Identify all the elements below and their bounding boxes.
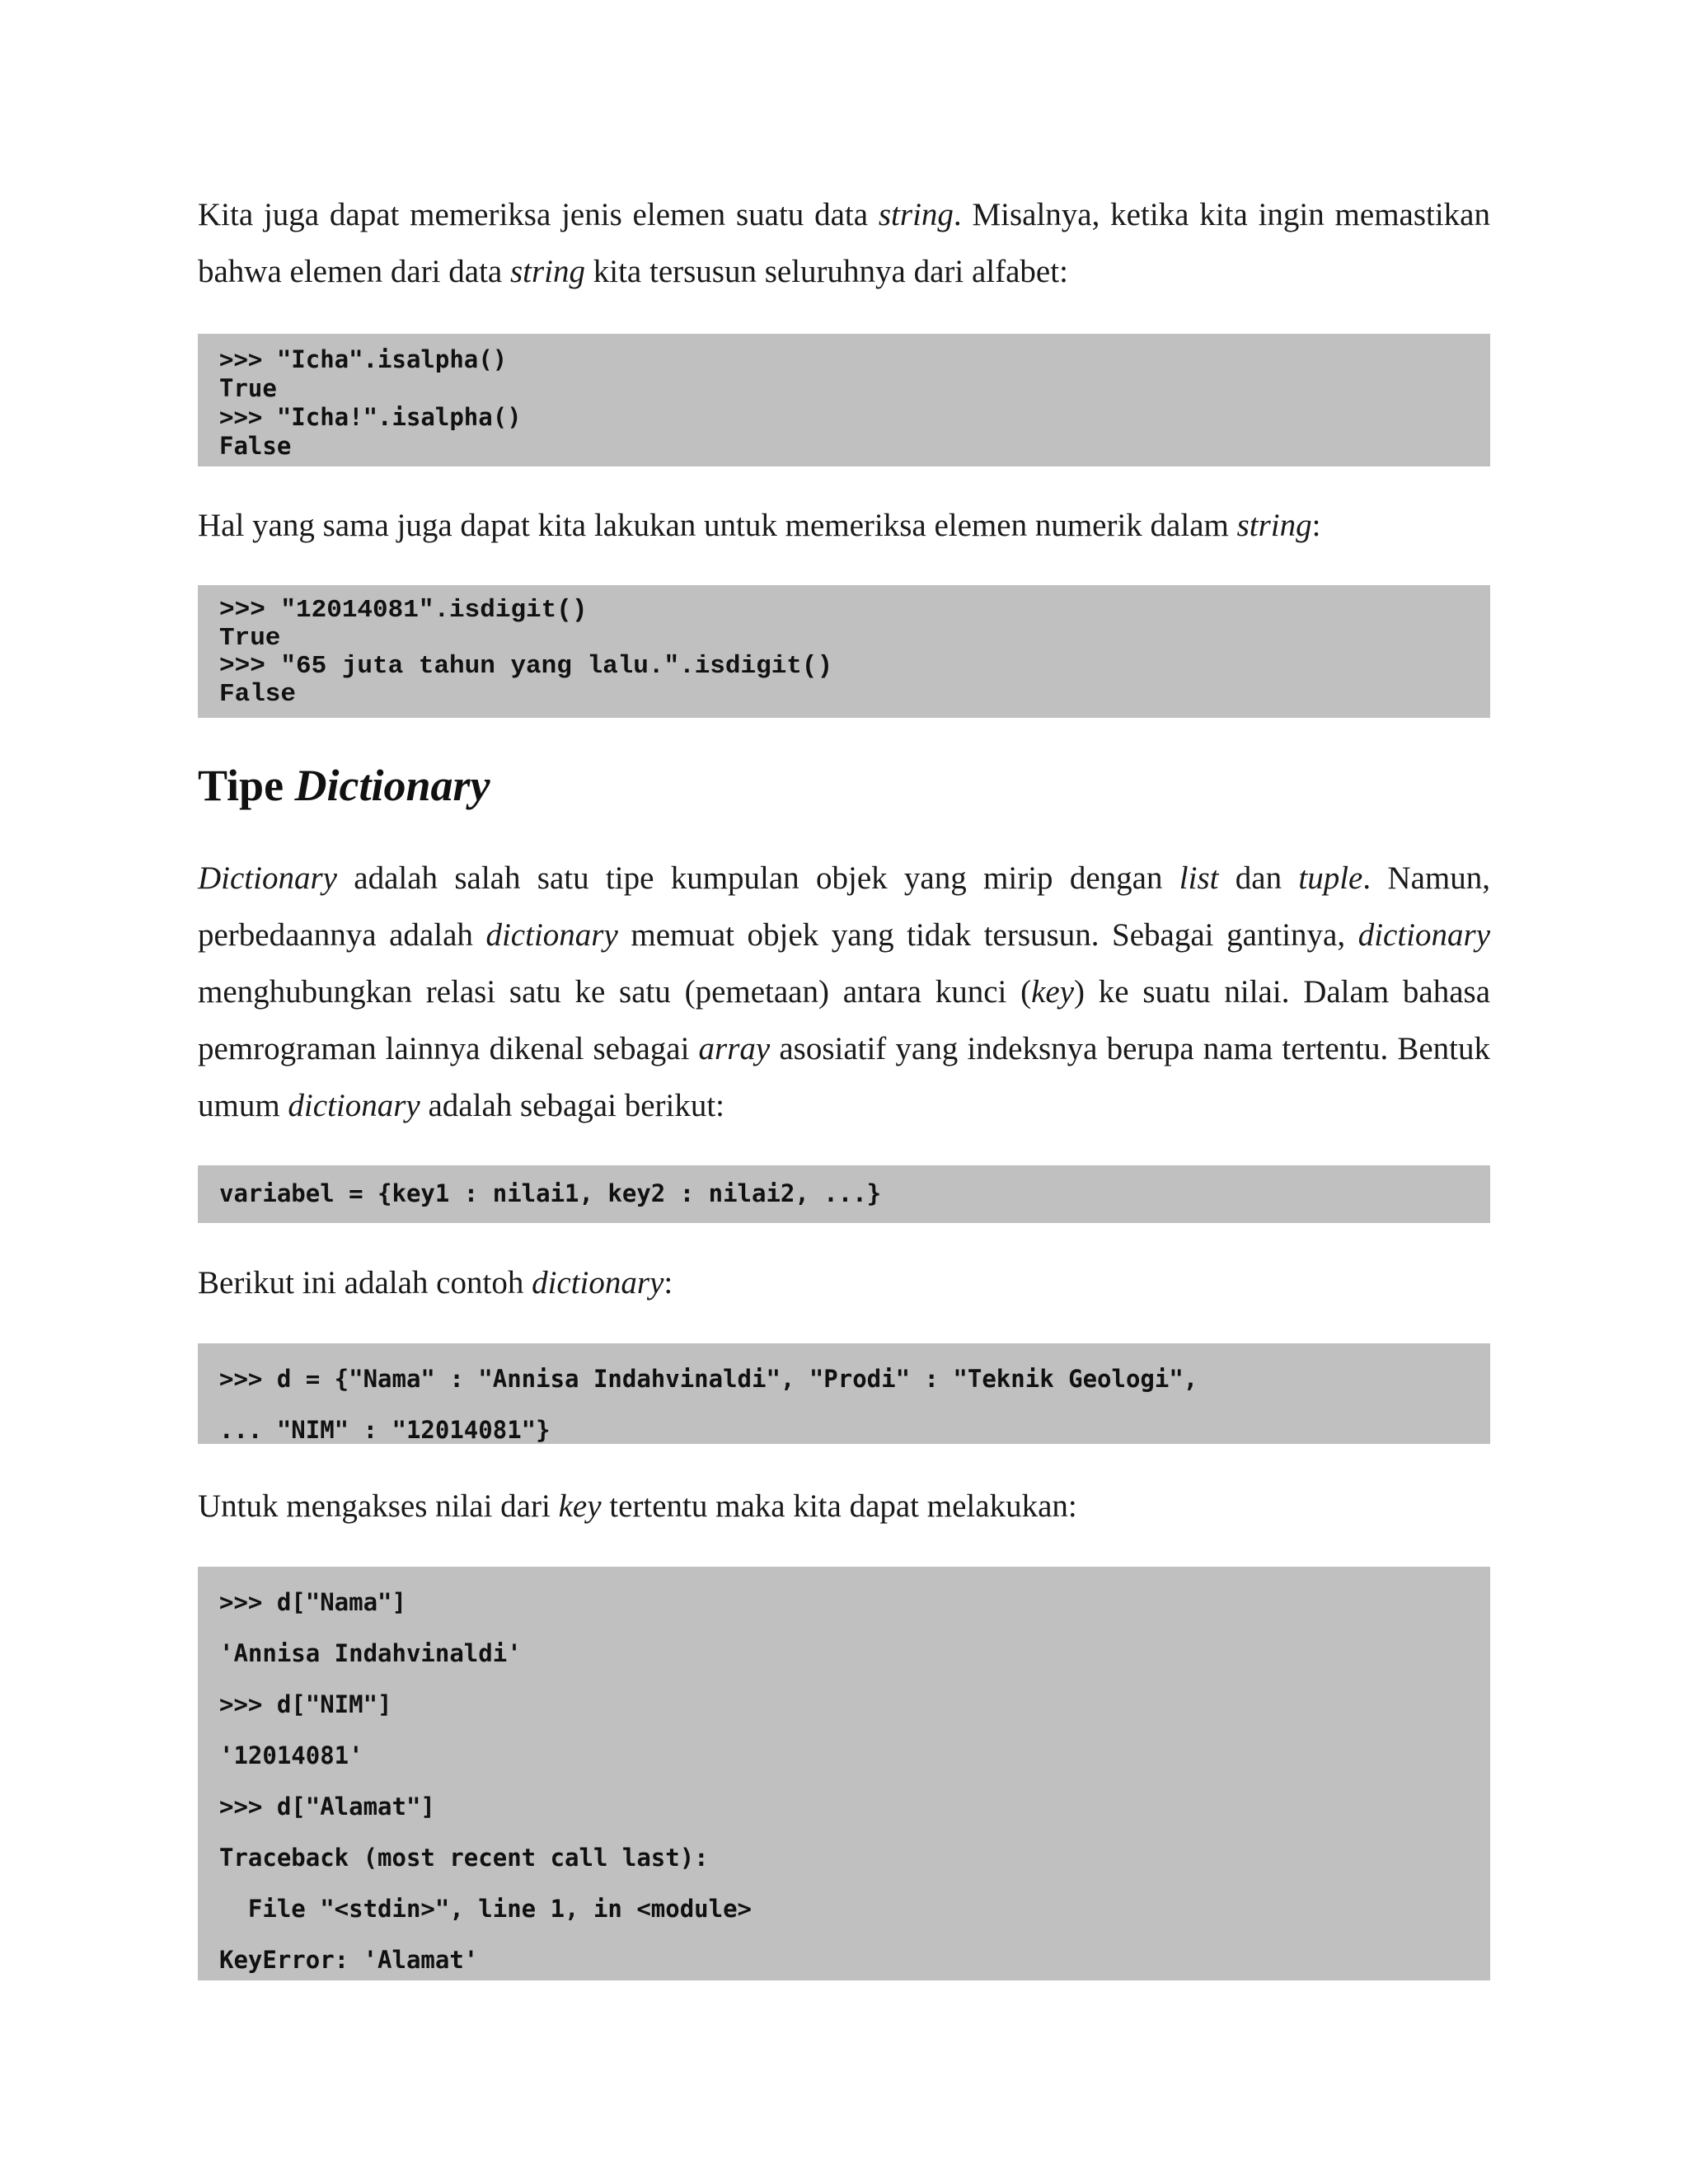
italic-term: string xyxy=(509,254,586,289)
text-span: Kita juga dapat memeriksa jenis elemen suatu data xyxy=(198,197,879,232)
code-block-isalpha xyxy=(198,334,1490,466)
code-line: ... "NIM" : "12014081"} xyxy=(219,1416,551,1444)
italic-term: dictionary xyxy=(288,1088,420,1123)
code-line: >>> d["Nama"] xyxy=(219,1588,406,1616)
code-line: '12014081' xyxy=(219,1741,363,1769)
example-paragraph xyxy=(198,1254,1490,1311)
italic-term: dictionary xyxy=(532,1265,664,1301)
text-span: adalah sebagai berikut: xyxy=(420,1088,724,1123)
italic-term: dictionary xyxy=(1357,917,1491,953)
intro-paragraph xyxy=(198,186,1490,300)
text-span: Hal yang sama juga dapat kita lakukan untuk memeriksa elemen numerik dalam xyxy=(198,508,1237,543)
italic-term: string xyxy=(1236,508,1312,543)
text-span: . Misalnya, ketika kita ingin memastikan bahwa elemen dari data xyxy=(198,197,1490,289)
code-block-syntax xyxy=(198,1165,1490,1223)
text-span: memuat objek yang tidak tersusun. Sebagai gantinya, xyxy=(617,917,1358,953)
code-line: Traceback (most recent call last): xyxy=(219,1844,709,1872)
text-span: kita tersusun seluruhnya dari alfabet: xyxy=(585,254,1068,289)
text-span: tertentu maka kita dapat melakukan: xyxy=(601,1488,1077,1524)
text-span: Berikut ini adalah contoh xyxy=(198,1265,532,1301)
text-span: adalah salah satu tipe kumpulan objek yang mirip dengan xyxy=(336,860,1179,896)
code-line: >>> "Icha".isalpha() xyxy=(219,345,508,373)
text-span: : xyxy=(1311,508,1321,543)
code-line: >>> "Icha!".isalpha() xyxy=(219,403,522,431)
code-line: 'Annisa Indahvinaldi' xyxy=(219,1639,522,1667)
code-line: False xyxy=(219,680,297,709)
code-line: True xyxy=(219,624,281,653)
text-span: menghubungkan relasi satu ke satu (pemetaan) antara kunci ( xyxy=(198,974,1032,1010)
code-line: >>> d["NIM"] xyxy=(219,1690,392,1718)
code-line: True xyxy=(219,374,277,402)
italic-term: string xyxy=(878,197,954,232)
code-line: File "<stdin>", line 1, in <module> xyxy=(219,1895,753,1923)
code-line: >>> d["Alamat"] xyxy=(219,1793,435,1821)
heading-text: Tipe xyxy=(198,761,295,810)
code-line: >>> "12014081".isdigit() xyxy=(219,596,588,625)
text-span: ) ke suatu nilai. Dalam bahasa pemrograman lainnya dikenal sebagai xyxy=(198,974,1491,1066)
code-block-isdigit xyxy=(198,585,1490,718)
code-line: >>> d = {"Nama" : "Annisa Indahvinaldi", "Prodi" : "Teknik Geologi", xyxy=(219,1365,1198,1393)
numeric-paragraph xyxy=(198,497,1490,554)
code-block-access xyxy=(198,1567,1490,1980)
italic-term: Dictionary xyxy=(198,860,337,896)
text-span: . Namun, perbedaannya adalah xyxy=(198,860,1490,953)
text-span: Untuk mengakses nilai dari xyxy=(198,1488,559,1524)
italic-term: tuple xyxy=(1298,860,1363,896)
code-line: KeyError: 'Alamat' xyxy=(219,1946,479,1974)
italic-term: key xyxy=(1031,974,1075,1010)
code-line: variabel = {key1 : nilai1, key2 : nilai2, ...} xyxy=(219,1179,882,1207)
dictionary-paragraph xyxy=(198,850,1490,1134)
section-heading xyxy=(198,757,490,814)
text-span: : xyxy=(663,1265,673,1301)
code-line: >>> "65 juta tahun yang lalu.".isdigit() xyxy=(219,652,833,681)
italic-term: dictionary xyxy=(485,917,618,953)
italic-term: key xyxy=(558,1488,602,1524)
code-block-example xyxy=(198,1343,1490,1444)
text-span: dan xyxy=(1218,860,1299,896)
heading-italic-text: Dictionary xyxy=(294,761,490,810)
italic-term: array xyxy=(698,1031,771,1066)
code-line: False xyxy=(219,432,292,460)
text-span: asosiatif yang indeksnya berupa nama tertentu. Bentuk umum xyxy=(198,1031,1490,1123)
italic-term: list xyxy=(1179,860,1219,896)
access-paragraph xyxy=(198,1478,1490,1535)
